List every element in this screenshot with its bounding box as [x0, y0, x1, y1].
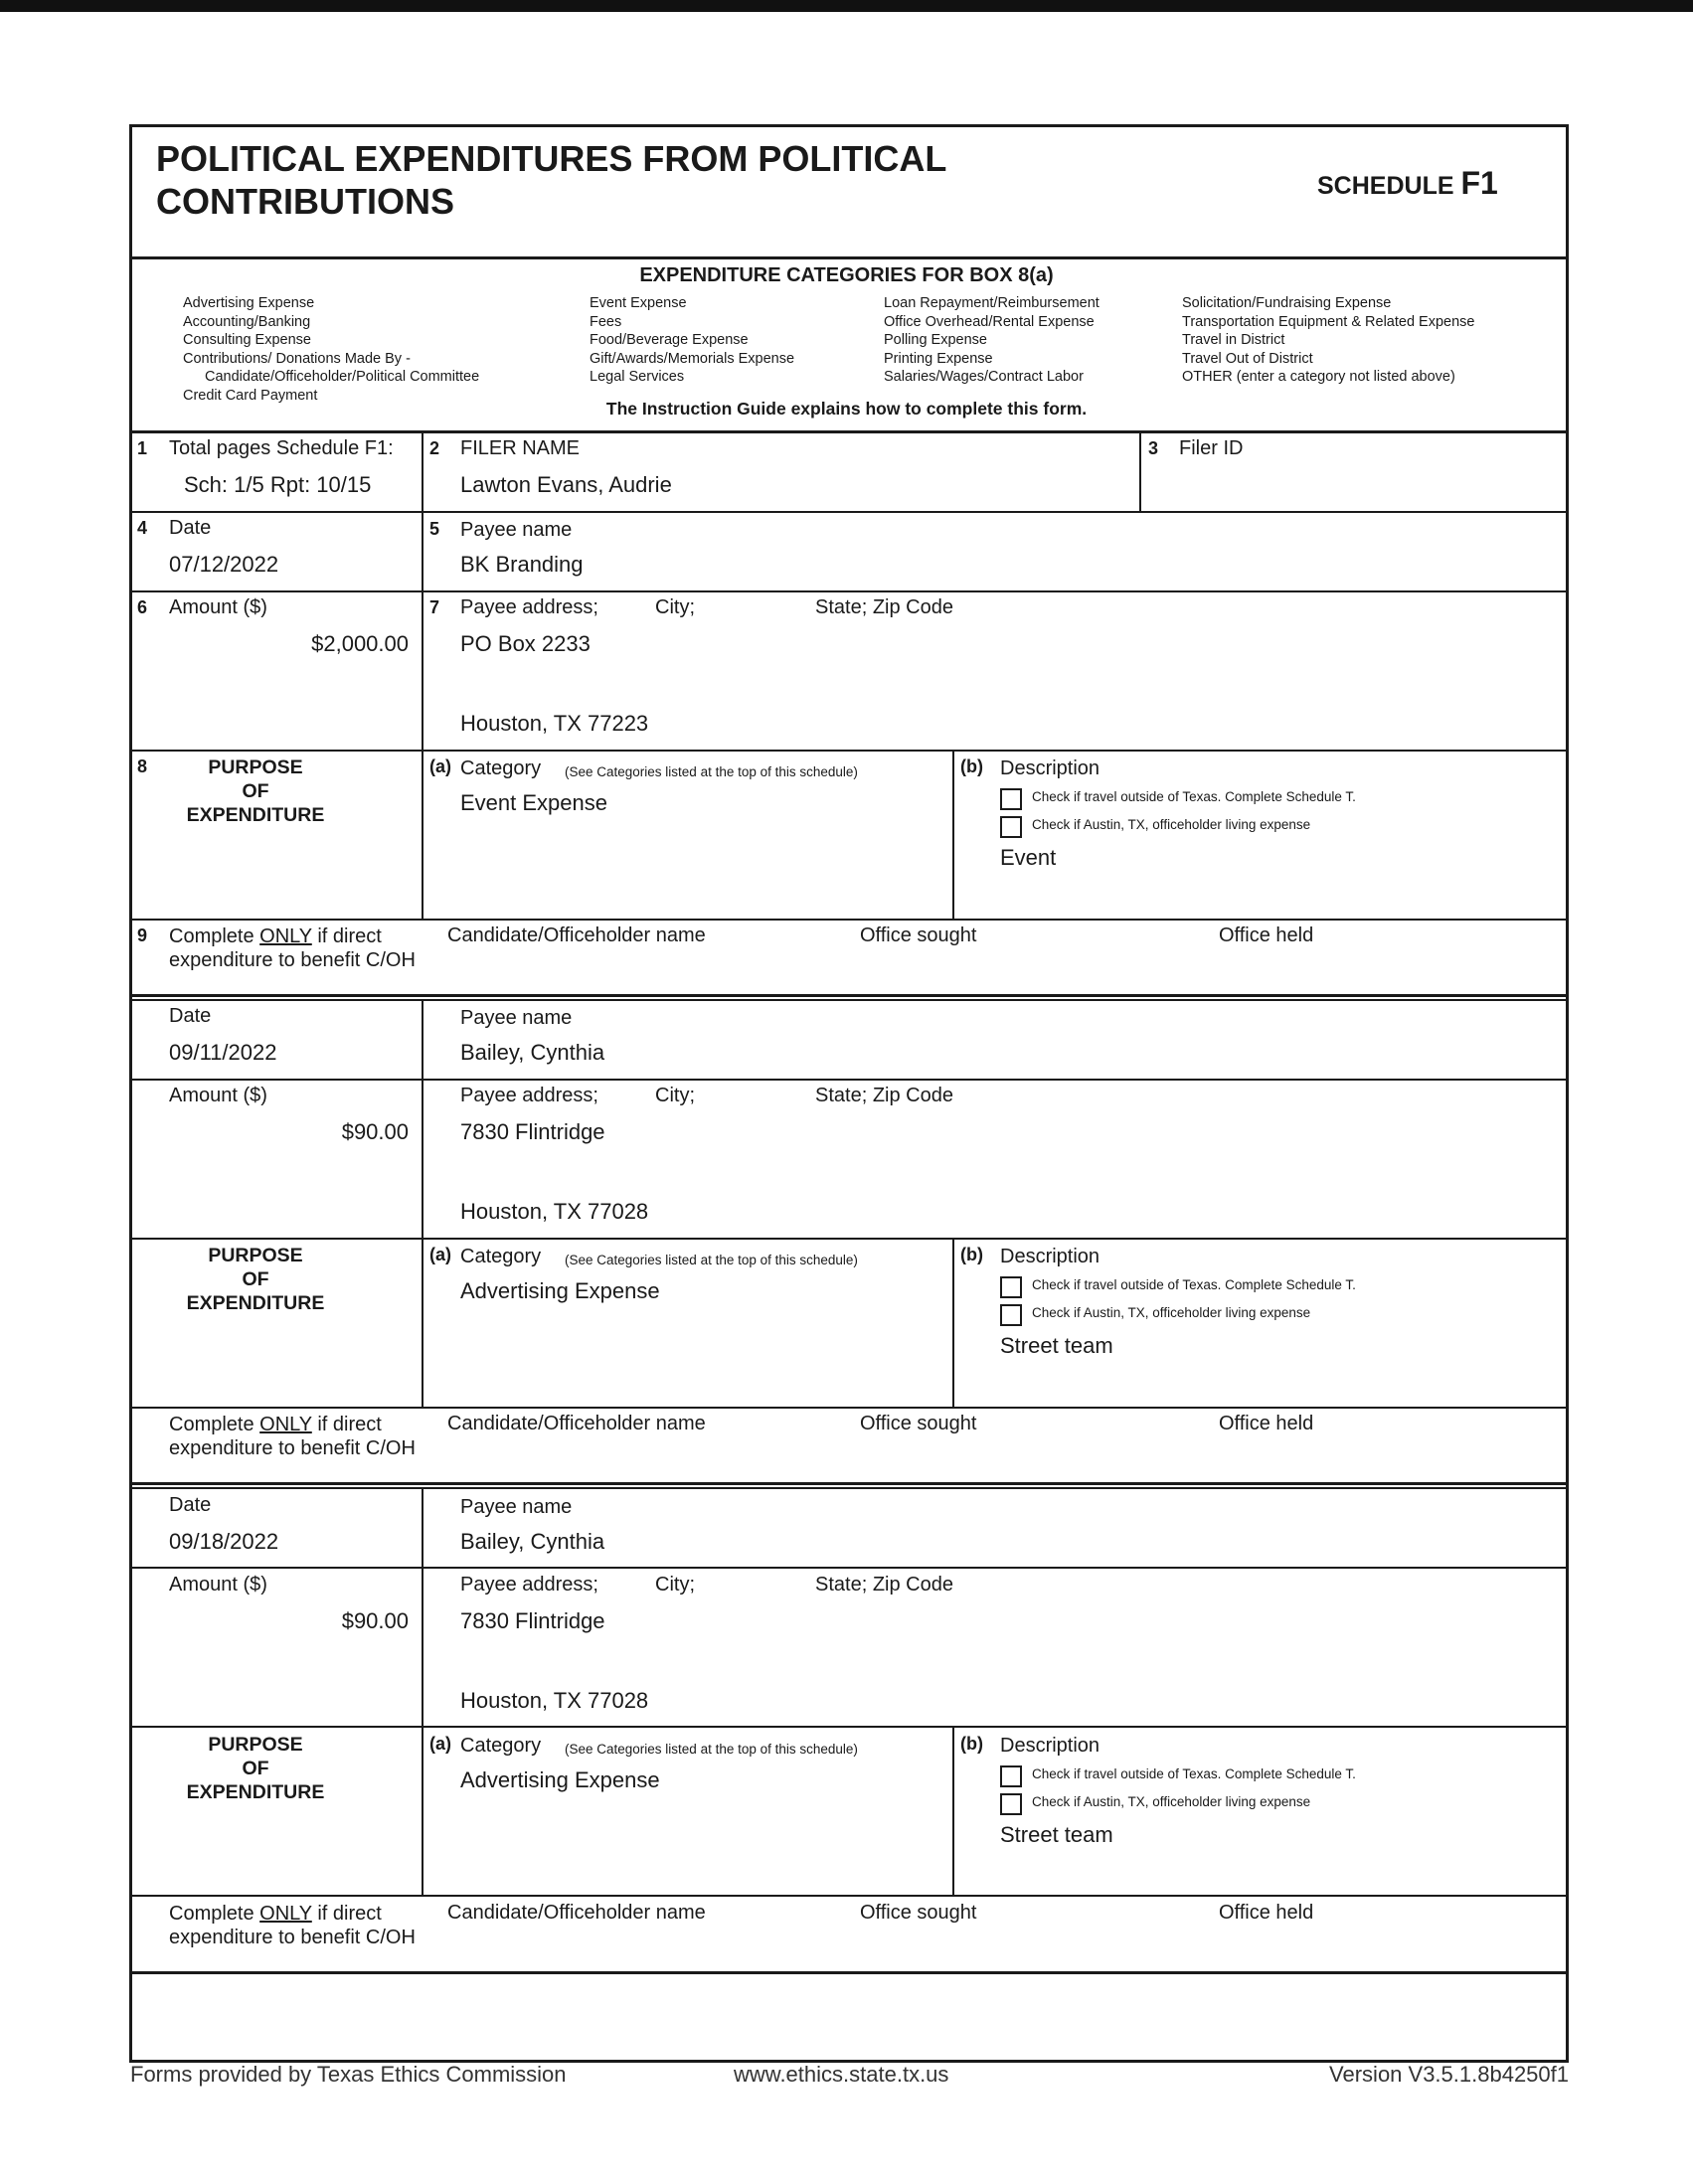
austin-living-expense-checkbox[interactable] [1000, 1793, 1022, 1815]
city-label: City; [655, 1085, 695, 1106]
box-2-number: 2 [429, 438, 440, 458]
title-line-2: CONTRIBUTIONS [156, 181, 454, 222]
purpose-word-1: PURPOSE [208, 1245, 303, 1266]
travel-outside-texas-checkbox[interactable] [1000, 1765, 1022, 1787]
state-zip-label: State; Zip Code [815, 1574, 953, 1596]
categories-col-2 [590, 294, 794, 387]
filer-row-divider [129, 511, 1569, 513]
amount-label: Amount ($) [169, 1574, 267, 1596]
payee-address-label: Payee address; [460, 1085, 598, 1106]
date-label: Date [169, 1005, 212, 1027]
description-label: Description [1000, 1246, 1100, 1267]
purpose-word-3: EXPENDITURE [186, 804, 325, 826]
candidate-name-label: Candidate/Officeholder name [447, 1413, 706, 1434]
category-item: Accounting/Banking [183, 313, 311, 330]
purpose-word-3: EXPENDITURE [186, 1292, 325, 1314]
amount-label: Amount ($) [169, 596, 267, 618]
date-value: 09/18/2022 [169, 1529, 279, 1554]
complete-only-note [169, 924, 416, 972]
complete-only: ONLY [259, 1414, 312, 1435]
footer-provider: Forms provided by Texas Ethics Commission [130, 2062, 567, 2087]
complete-line-2: expenditure to benefit C/OH [169, 1927, 416, 1948]
entry-divider [952, 1726, 954, 1895]
category-item: Gift/Awards/Memorials Expense [590, 350, 795, 367]
category-item: Transportation Equipment & Related Expense [1182, 313, 1475, 330]
austin-living-expense-label: Check if Austin, TX, officeholder living expense [1032, 1794, 1311, 1809]
category-item: Food/Beverage Expense [590, 332, 749, 349]
category-item: Solicitation/Fundraising Expense [1182, 295, 1392, 311]
purpose-word-2: OF [242, 780, 269, 802]
amount-label: Amount ($) [169, 1085, 267, 1106]
categories-heading: EXPENDITURE CATEGORIES FOR BOX 8(a) [639, 264, 1054, 286]
payee-address-label: Payee address; [460, 1574, 598, 1596]
description-label: Description [1000, 757, 1100, 779]
austin-living-expense-checkbox[interactable] [1000, 816, 1022, 838]
payee-name-label: Payee name [460, 519, 573, 541]
b-mark: (b) [960, 756, 983, 776]
date-value: 09/11/2022 [169, 1040, 277, 1065]
category-item: OTHER (enter a category not listed above) [1182, 369, 1455, 386]
complete-only-note [169, 1902, 416, 1949]
office-sought-label: Office sought [860, 924, 977, 946]
complete-only-note [169, 1413, 416, 1460]
complete-post: if direct [311, 925, 382, 947]
address-line-2: Houston, TX 77223 [460, 711, 649, 736]
box-6-number: 6 [137, 597, 148, 617]
b-mark: (b) [960, 1734, 983, 1754]
category-label: Category [460, 1735, 542, 1757]
filer-divider-1 [422, 431, 423, 511]
category-note: (See Categories listed at the top of this schedule) [565, 1742, 858, 1757]
candidate-name-label: Candidate/Officeholder name [447, 924, 706, 946]
purpose-of-expenditure [156, 1733, 355, 1804]
travel-outside-texas-label: Check if travel outside of Texas. Complete Schedule T. [1032, 1766, 1356, 1781]
a-mark: (a) [429, 1734, 451, 1754]
purpose-word-2: OF [242, 1758, 269, 1779]
complete-line-2: expenditure to benefit C/OH [169, 1437, 416, 1459]
category-item: Contributions/ Donations Made By - [183, 350, 411, 367]
b-mark: (b) [960, 1245, 983, 1264]
date-label: Date [169, 1494, 212, 1516]
payee-name-label: Payee name [460, 1007, 573, 1029]
category-item: Legal Services [590, 369, 685, 386]
travel-outside-texas-checkbox[interactable] [1000, 788, 1022, 810]
address-line-1: 7830 Flintridge [460, 1119, 605, 1144]
entry-divider [952, 750, 954, 919]
categories-col-3 [884, 294, 1100, 387]
category-item: Travel in District [1182, 332, 1285, 349]
complete-only: ONLY [259, 1903, 312, 1925]
category-item: Travel Out of District [1182, 350, 1313, 367]
complete-post: if direct [311, 1903, 382, 1925]
city-label: City; [655, 596, 695, 618]
category-value: Event Expense [460, 790, 607, 815]
category-note: (See Categories listed at the top of this schedule) [565, 764, 858, 779]
entry-divider [422, 1487, 423, 1895]
box-3-number: 3 [1148, 438, 1159, 458]
box-8-number: 8 [137, 756, 148, 776]
payee-address-label: Payee address; [460, 596, 598, 618]
candidate-name-label: Candidate/Officeholder name [447, 1902, 706, 1924]
category-item: Event Expense [590, 295, 687, 311]
complete-only: ONLY [259, 925, 312, 947]
entry-divider [422, 999, 423, 1407]
title-line-1: POLITICAL EXPENDITURES FROM POLITICAL [156, 138, 947, 179]
amount-value: $2,000.00 [311, 631, 409, 656]
purpose-of-expenditure [156, 756, 355, 827]
category-note: (See Categories listed at the top of this schedule) [565, 1253, 858, 1267]
complete-pre: Complete [169, 1903, 260, 1925]
schedule-word: SCHEDULE [1317, 172, 1454, 200]
amount-value: $90.00 [341, 1608, 409, 1633]
date-value: 07/12/2022 [169, 552, 279, 577]
address-line-1: 7830 Flintridge [460, 1608, 605, 1633]
schedule-label [1317, 165, 1498, 202]
description-label: Description [1000, 1735, 1100, 1757]
a-mark: (a) [429, 1245, 451, 1264]
payee-name-value: Bailey, Cynthia [460, 1529, 605, 1554]
category-label: Category [460, 1246, 542, 1267]
state-zip-label: State; Zip Code [815, 596, 953, 618]
category-value: Advertising Expense [460, 1278, 660, 1303]
payee-name-value: BK Branding [460, 552, 584, 577]
complete-post: if direct [311, 1414, 382, 1435]
filer-id-label: Filer ID [1179, 437, 1244, 459]
address-line-1: PO Box 2233 [460, 631, 591, 656]
austin-living-expense-checkbox[interactable] [1000, 1304, 1022, 1326]
office-held-label: Office held [1219, 1902, 1314, 1924]
description-value: Street team [1000, 1333, 1113, 1358]
category-item: Loan Repayment/Reimbursement [884, 295, 1100, 311]
category-value: Advertising Expense [460, 1767, 660, 1792]
total-pages-value: Sch: 1/5 Rpt: 10/15 [184, 472, 372, 497]
category-item: Salaries/Wages/Contract Labor [884, 369, 1084, 386]
purpose-word-2: OF [242, 1268, 269, 1290]
footer-version: Version V3.5.1.8b4250f1 [1329, 2062, 1569, 2087]
category-item: Fees [590, 313, 622, 330]
schedule-code: F1 [1460, 165, 1498, 201]
category-item: Polling Expense [884, 332, 987, 349]
office-sought-label: Office sought [860, 1902, 977, 1924]
filer-name-value: Lawton Evans, Audrie [460, 472, 672, 497]
date-label: Date [169, 517, 212, 539]
amount-value: $90.00 [341, 1119, 409, 1144]
box-5-number: 5 [429, 519, 440, 539]
address-line-2: Houston, TX 77028 [460, 1199, 649, 1224]
address-line-2: Houston, TX 77028 [460, 1688, 649, 1713]
categories-col-1 [183, 294, 479, 406]
payee-name-value: Bailey, Cynthia [460, 1040, 605, 1065]
box-7-number: 7 [429, 597, 440, 617]
office-held-label: Office held [1219, 924, 1314, 946]
categories-col-4 [1182, 294, 1474, 387]
purpose-of-expenditure [156, 1244, 355, 1315]
category-item: Credit Card Payment [183, 387, 318, 404]
austin-living-expense-label: Check if Austin, TX, officeholder living expense [1032, 817, 1311, 832]
entry-divider [422, 511, 423, 919]
category-item: Office Overhead/Rental Expense [884, 313, 1095, 330]
office-held-label: Office held [1219, 1413, 1314, 1434]
category-item: Candidate/Officeholder/Political Committee [205, 369, 480, 386]
footer-website[interactable]: www.ethics.state.tx.us [734, 2062, 949, 2087]
complete-pre: Complete [169, 925, 260, 947]
austin-living-expense-label: Check if Austin, TX, officeholder living expense [1032, 1305, 1311, 1320]
box-9-number: 9 [137, 925, 148, 945]
category-item: Consulting Expense [183, 332, 311, 349]
office-sought-label: Office sought [860, 1413, 977, 1434]
category-item: Printing Expense [884, 350, 993, 367]
travel-outside-texas-checkbox[interactable] [1000, 1276, 1022, 1298]
category-item: Advertising Expense [183, 295, 315, 311]
form-title [156, 137, 946, 223]
payee-name-label: Payee name [460, 1496, 573, 1518]
description-value: Event [1000, 845, 1057, 870]
categories-divider [129, 430, 1569, 433]
travel-outside-texas-label: Check if travel outside of Texas. Complete Schedule T. [1032, 789, 1356, 804]
scan-top-edge [0, 0, 1693, 12]
entry-divider [952, 1238, 954, 1407]
purpose-word-1: PURPOSE [208, 756, 303, 778]
travel-outside-texas-label: Check if travel outside of Texas. Complete Schedule T. [1032, 1277, 1356, 1292]
a-mark: (a) [429, 756, 451, 776]
total-pages-label: Total pages Schedule F1: [169, 437, 394, 459]
complete-pre: Complete [169, 1414, 260, 1435]
purpose-word-1: PURPOSE [208, 1734, 303, 1756]
box-1-number: 1 [137, 438, 148, 458]
complete-line-2: expenditure to benefit C/OH [169, 949, 416, 971]
instruction-guide-note: The Instruction Guide explains how to complete this form. [605, 399, 1088, 419]
filer-divider-2 [1139, 431, 1141, 511]
description-value: Street team [1000, 1822, 1113, 1847]
purpose-word-3: EXPENDITURE [186, 1781, 325, 1803]
state-zip-label: State; Zip Code [815, 1085, 953, 1106]
header-divider [129, 256, 1569, 259]
filer-name-label: FILER NAME [460, 437, 581, 459]
city-label: City; [655, 1574, 695, 1596]
category-label: Category [460, 757, 542, 779]
box-4-number: 4 [137, 518, 148, 538]
